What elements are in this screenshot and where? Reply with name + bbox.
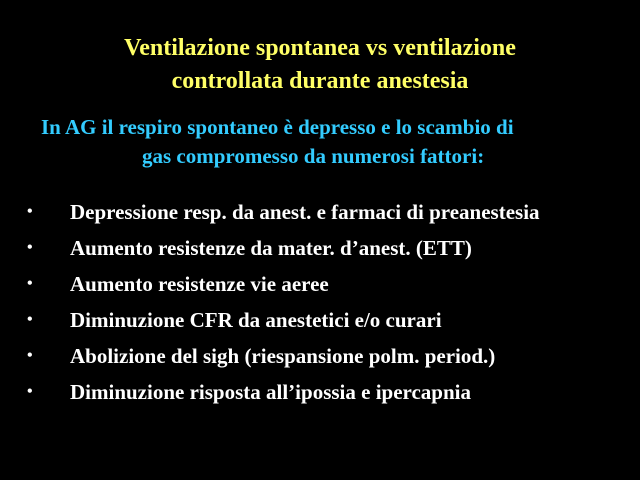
bullet-text: Aumento resistenze da mater. d’anest. (ETT) [70, 236, 472, 260]
bullet-item [0, 306, 640, 334]
bullet-item [0, 234, 640, 262]
bullet-item [0, 198, 640, 226]
bullet-dot-icon: • [27, 383, 33, 400]
bullet-dot-icon: • [27, 275, 33, 292]
slide-title-line-1: Ventilazione spontanea vs ventilazione [124, 35, 516, 61]
slide-subtitle [30, 113, 620, 171]
bullet-text: Depressione resp. da anest. e farmaci di preanestesia [70, 200, 540, 224]
bullet-dot-icon: • [27, 203, 33, 220]
bullet-dot-icon: • [27, 311, 33, 328]
slide-subtitle-line-2: gas compromesso da numerosi fattori: [142, 144, 485, 168]
slide-subtitle-line-1: In AG il respiro spontaneo è depresso e lo scambio di [41, 115, 514, 139]
slide-title [0, 32, 640, 98]
bullet-item [0, 270, 640, 298]
bullet-list [0, 198, 640, 414]
bullet-dot-icon: • [27, 239, 33, 256]
bullet-item [0, 378, 640, 406]
bullet-text: Diminuzione CFR da anestetici e/o curari [70, 308, 442, 332]
bullet-dot-icon: • [27, 347, 33, 364]
bullet-text: Abolizione del sigh (riespansione polm. period.) [70, 344, 496, 368]
bullet-text: Aumento resistenze vie aeree [70, 272, 329, 296]
bullet-item [0, 342, 640, 370]
slide-title-line-2: controllata durante anestesia [171, 68, 469, 94]
bullet-text: Diminuzione risposta all’ipossia e ipercapnia [70, 380, 471, 404]
